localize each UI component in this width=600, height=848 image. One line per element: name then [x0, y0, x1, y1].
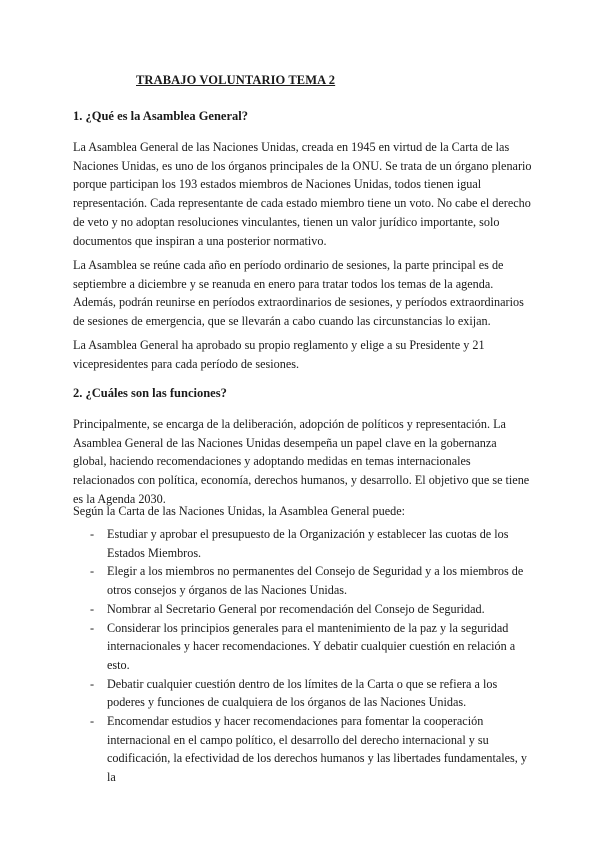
- list-item: [73, 675, 535, 712]
- list-item: [73, 562, 535, 599]
- section-heading-1: 1. ¿Qué es la Asamblea General?: [73, 109, 248, 123]
- document-title: TRABAJO VOLUNTARIO TEMA 2: [136, 73, 336, 87]
- section-1-paragraph-1: La Asamblea General de las Naciones Unidas, creada en 1945 en virtud de la Carta de las Naciones Unidas, es uno de los órganos principales de la ONU. Se trata de un órgano plenario porque participan los 193 estados miembros de Naciones Unidas, todos tienen igual representación. Cada representante de cada estado miembro tiene un voto. No cabe el derecho de veto y no adoptan resoluciones vinculantes, tienen un valor jurídico importante, solo documentos que inspiran a una posterior normativo.: [73, 140, 532, 248]
- list-item: [73, 600, 535, 619]
- section-1-paragraph-3: La Asamblea General ha aprobado su propio reglamento y elige a su Presidente y 21 vicepresidentes para cada período de sesiones.: [73, 338, 485, 371]
- list-marker: -: [90, 676, 95, 691]
- list-item-text: Estudiar y aprobar el presupuesto de la Organización y establecer las cuotas de los Estados Miembros.: [107, 527, 509, 560]
- list-item: [73, 712, 535, 787]
- list-item-text: Considerar los principios generales para el mantenimiento de la paz y la seguridad internacionales y hacer recomendaciones. Y debatir cualquier cuestión en relación a esto.: [107, 620, 516, 672]
- list-marker: -: [90, 527, 95, 541]
- list-marker: -: [90, 601, 95, 616]
- list-item-text: Encomendar estudios y hacer recomendaciones para fomentar la cooperación internacional en el campo político, el desarrollo del derecho internacional y su codificación, la efectividad de los derechos humanos y las libertades fundamentales, y la: [107, 714, 527, 785]
- functions-list: [73, 525, 535, 787]
- list-item-text: Debatir cualquier cuestión dentro de los límites de la Carta o que se refiera a los poderes y funciones de cualquiera de los órganos de las Naciones Unidas.: [107, 676, 498, 710]
- list-item: [73, 525, 535, 562]
- section-2-paragraph-2: Según la Carta de las Naciones Unidas, la Asamblea General puede:: [73, 504, 405, 518]
- list-marker: -: [90, 564, 95, 579]
- section-2-paragraph-1: Principalmente, se encarga de la deliberación, adopción de políticos y representación. La Asamblea General de las Naciones Unidas desempeña un papel clave en la gobernanza global, haciendo recomendaciones y adoptando medidas en temas internacionales relacionados con política, economía, derechos humanos, y desarrollo. El objetivo que se tiene es la Agenda 2030.: [73, 417, 530, 506]
- section-1-paragraph-2: La Asamblea se reúne cada año en período ordinario de sesiones, la parte principal es de septiembre a diciembre y se reanuda en enero para tratar todos los temas de la agenda. Además, podrán reunirse en períodos extraordinarios de sesiones, y períodos extraordinarios de sesiones de emergencia, que se llevarán a cabo cuando las circunstancias lo exijan.: [73, 258, 524, 329]
- list-item-text: Nombrar al Secretario General por recomendación del Consejo de Seguridad.: [107, 601, 485, 616]
- list-marker: -: [90, 620, 95, 635]
- list-item-text: Elegir a los miembros no permanentes del Consejo de Seguridad y a los miembros de otros consejos y órganos de las Naciones Unidas.: [107, 564, 524, 598]
- list-marker: -: [90, 714, 95, 729]
- list-item: [73, 619, 535, 675]
- section-heading-2: 2. ¿Cuáles son las funciones?: [73, 386, 227, 400]
